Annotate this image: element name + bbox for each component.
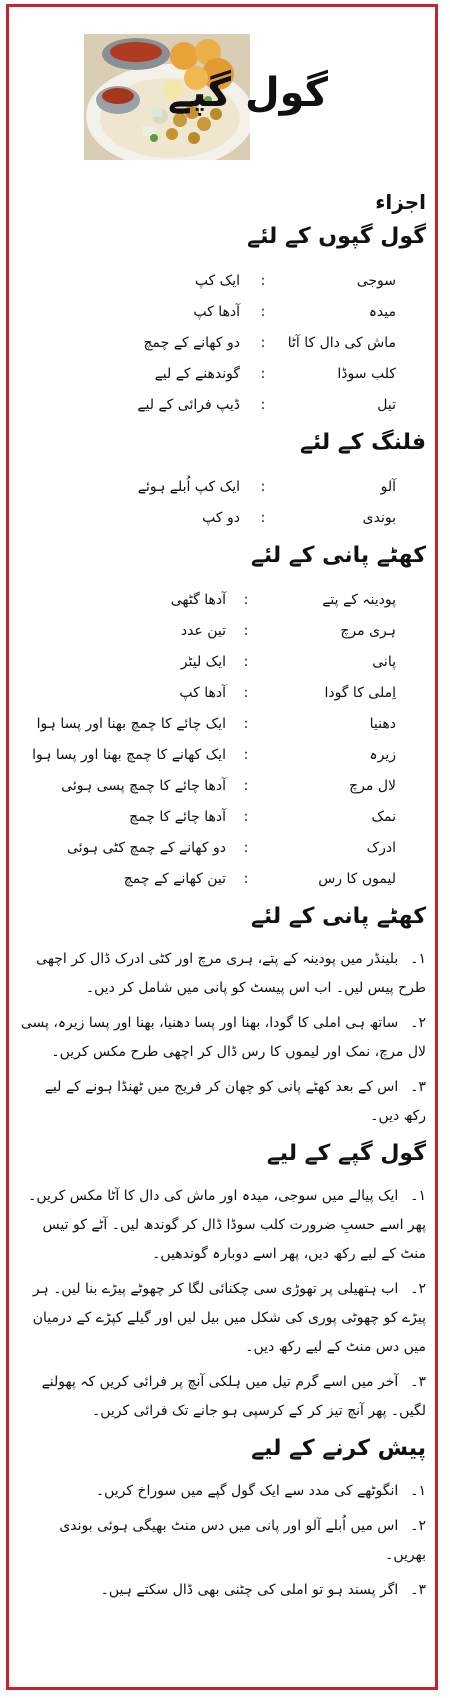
section-sour-water bbox=[20, 543, 426, 894]
ingredient-name: دھنیا bbox=[369, 715, 396, 732]
method-title: گول گپے کے لیے bbox=[266, 1141, 426, 1166]
ingredient-name: تیل bbox=[377, 396, 396, 413]
step-item bbox=[20, 1512, 426, 1570]
step-text: ساتھ ہی املی کا گودا، بھنا اور پسا دھنیا، بھنا اور پسا زیرہ، پسی لال مرچ، نمک اور لیموں کا رس ڈال کر اچھی طرح مکس کریں۔ bbox=[20, 1015, 426, 1060]
step-item bbox=[20, 1368, 426, 1426]
step-number: ۱۔ bbox=[410, 951, 426, 967]
ingredient-list bbox=[20, 265, 396, 420]
ingredient-row bbox=[20, 739, 396, 770]
ingredient-row bbox=[20, 502, 396, 533]
section-title: کھٹے پانی کے لئے bbox=[250, 543, 426, 568]
step-number: ۱۔ bbox=[410, 1188, 426, 1204]
step-number: ۳۔ bbox=[410, 1374, 426, 1390]
step-text: آخر میں اسے گرم تیل میں ہلکی آنچ پر فرائی کریں کہ پھولنے لگیں۔ پھر آنچ تیز کر کے کرسپی ہو جانے تک فرائی کریں۔ bbox=[41, 1374, 426, 1419]
step-item bbox=[20, 1182, 426, 1269]
ingredient-qty: گوندھنے کے لیے bbox=[154, 365, 240, 382]
ingredient-list bbox=[20, 471, 396, 533]
step-list bbox=[20, 1182, 426, 1426]
separator: : bbox=[243, 622, 249, 639]
separator: : bbox=[243, 591, 249, 608]
step-item bbox=[20, 1275, 426, 1362]
ingredient-row bbox=[20, 832, 396, 863]
step-number: ۳۔ bbox=[410, 1582, 426, 1598]
step-number: ۱۔ bbox=[410, 1483, 426, 1499]
ingredient-name: ہری مرچ bbox=[340, 622, 396, 639]
ingredient-name: نمک bbox=[371, 808, 396, 825]
section-golgappe bbox=[20, 224, 426, 420]
step-list bbox=[20, 945, 426, 1131]
ingredient-row bbox=[20, 358, 396, 389]
ingredient-name: زیرہ bbox=[369, 746, 396, 763]
ingredient-name: میدہ bbox=[368, 303, 396, 320]
ingredient-qty: دو کھانے کے چمچ کٹی ہوئی bbox=[67, 839, 226, 856]
separator: : bbox=[260, 365, 266, 382]
separator: : bbox=[260, 509, 266, 526]
separator: : bbox=[260, 272, 266, 289]
separator: : bbox=[243, 777, 249, 794]
step-text: اس میں اُبلے آلو اور پانی میں دس منٹ بھیگی ہوئی بوندی بھریں۔ bbox=[59, 1518, 426, 1563]
ingredient-name: لال مرچ bbox=[349, 777, 396, 794]
step-item bbox=[20, 1576, 426, 1605]
step-item bbox=[20, 1009, 426, 1067]
step-text: انگوٹھے کی مدد سے ایک گول گپے میں سوراخ کریں۔ bbox=[95, 1483, 399, 1499]
ingredient-name: بوندی bbox=[362, 509, 396, 526]
section-filling bbox=[20, 430, 426, 533]
ingredient-name: پودینہ کے پتے bbox=[322, 591, 396, 608]
ingredient-row bbox=[20, 265, 396, 296]
section-title: فلنگ کے لئے bbox=[299, 430, 426, 455]
step-text: اس کے بعد کھٹے پانی کو چھان کر فریج میں ٹھنڈا ہونے کے لیے رکھ دیں۔ bbox=[44, 1079, 426, 1124]
separator: : bbox=[243, 746, 249, 763]
ingredient-qty: تین کھانے کے چمچ bbox=[123, 870, 226, 887]
ingredient-list bbox=[20, 584, 396, 894]
step-text: اب ہتھیلی پر تھوڑی سی چکنائی لگا کر چھوٹے پیڑے بنا لیں۔ ہر پیڑے کو چھوٹی پوری کی شکل میں بیل لیں اور گیلے کپڑے کے درمیان میں دس منٹ کے لیے رکھ دیں۔ bbox=[32, 1281, 426, 1355]
ingredient-row bbox=[20, 677, 396, 708]
step-number: ۳۔ bbox=[410, 1079, 426, 1095]
ingredient-row bbox=[20, 584, 396, 615]
ingredient-name: آلو bbox=[380, 478, 396, 495]
separator: : bbox=[260, 303, 266, 320]
ingredient-qty: آدھا چائے کا چمچ bbox=[129, 808, 226, 825]
ingredient-qty: دو کھانے کے چمچ bbox=[143, 334, 240, 351]
ingredient-row bbox=[20, 389, 396, 420]
ingredient-row bbox=[20, 863, 396, 894]
ingredient-qty: تین عدد bbox=[180, 622, 226, 639]
ingredient-name: ماش کی دال کا آٹا bbox=[287, 334, 396, 351]
separator: : bbox=[243, 653, 249, 670]
separator: : bbox=[243, 715, 249, 732]
step-text: ایک پیالے میں سوجی، میدہ اور ماش کی دال کا آٹا مکس کریں۔ پھر اسے حسبِ ضرورت کلب سوڈا ڈال کر گوندھ لیں۔ آٹے کو تیس منٹ کے لیے رکھ دیں، پھر اسے دوبارہ گوندھیں۔ bbox=[28, 1188, 426, 1262]
ingredient-name: پانی bbox=[372, 653, 396, 670]
step-number: ۲۔ bbox=[410, 1281, 426, 1297]
ingredient-name: کلب سوڈا bbox=[337, 365, 396, 382]
recipe-title: گول گپے bbox=[168, 70, 328, 116]
separator: : bbox=[243, 839, 249, 856]
step-number: ۲۔ bbox=[410, 1015, 426, 1031]
ingredient-qty: ایک لیٹر bbox=[180, 653, 226, 670]
ingredient-qty: آدھا کپ bbox=[179, 684, 226, 701]
step-list bbox=[20, 1477, 426, 1605]
ingredient-row bbox=[20, 646, 396, 677]
method-title: کھٹے پانی کے لئے bbox=[250, 904, 426, 929]
separator: : bbox=[243, 808, 249, 825]
section-title: گول گپوں کے لئے bbox=[247, 224, 426, 249]
ingredient-qty: ایک کپ bbox=[194, 272, 240, 289]
ingredient-name: لیموں کا رس bbox=[318, 870, 396, 887]
method-serving bbox=[20, 1436, 426, 1605]
separator: : bbox=[260, 334, 266, 351]
ingredients-heading: اجزاء bbox=[375, 190, 426, 214]
ingredient-qty: ایک چائے کا چمچ بھنا اور پسا ہوا bbox=[36, 715, 226, 732]
ingredient-row bbox=[20, 296, 396, 327]
ingredient-row bbox=[20, 770, 396, 801]
ingredient-row bbox=[20, 471, 396, 502]
separator: : bbox=[260, 396, 266, 413]
step-text: بلینڈر میں پودینہ کے پتے، ہری مرچ اور کٹی ادرک ڈال کر اچھی طرح پیس لیں۔ اب اس پیسٹ کو پانی میں شامل کر دیں۔ bbox=[36, 951, 426, 996]
method-sour-water bbox=[20, 904, 426, 1131]
separator: : bbox=[243, 870, 249, 887]
ingredient-row bbox=[20, 327, 396, 358]
step-item bbox=[20, 1073, 426, 1131]
separator: : bbox=[260, 478, 266, 495]
ingredient-qty: ڈیپ فرائی کے لیے bbox=[137, 396, 240, 413]
ingredient-qty: ایک کھانے کا چمچ بھنا اور پسا ہوا bbox=[32, 746, 226, 763]
ingredient-name: ادرک bbox=[366, 839, 396, 856]
ingredient-qty: آدھا کپ bbox=[193, 303, 240, 320]
step-item bbox=[20, 1477, 426, 1506]
ingredient-qty: آدھا چائے کا چمچ پسی ہوئی bbox=[61, 777, 226, 794]
recipe-content bbox=[20, 190, 426, 1611]
method-golgappe bbox=[20, 1141, 426, 1426]
step-number: ۲۔ bbox=[410, 1518, 426, 1534]
step-item bbox=[20, 945, 426, 1003]
ingredient-row bbox=[20, 615, 396, 646]
ingredient-qty: آدھا گٹھی bbox=[170, 591, 226, 608]
ingredient-name: سوجی bbox=[356, 272, 396, 289]
ingredient-qty: دو کپ bbox=[202, 509, 240, 526]
ingredient-name: اِملی کا گودا bbox=[324, 684, 396, 701]
step-text: اگر پسند ہو تو املی کی چٹنی بھی ڈال سکتے ہیں۔ bbox=[100, 1582, 399, 1598]
ingredient-qty: ایک کپ اُبلے ہوئے bbox=[137, 478, 240, 495]
separator: : bbox=[243, 684, 249, 701]
ingredient-row bbox=[20, 801, 396, 832]
ingredient-row bbox=[20, 708, 396, 739]
method-title: پیش کرنے کے لیے bbox=[251, 1436, 426, 1461]
